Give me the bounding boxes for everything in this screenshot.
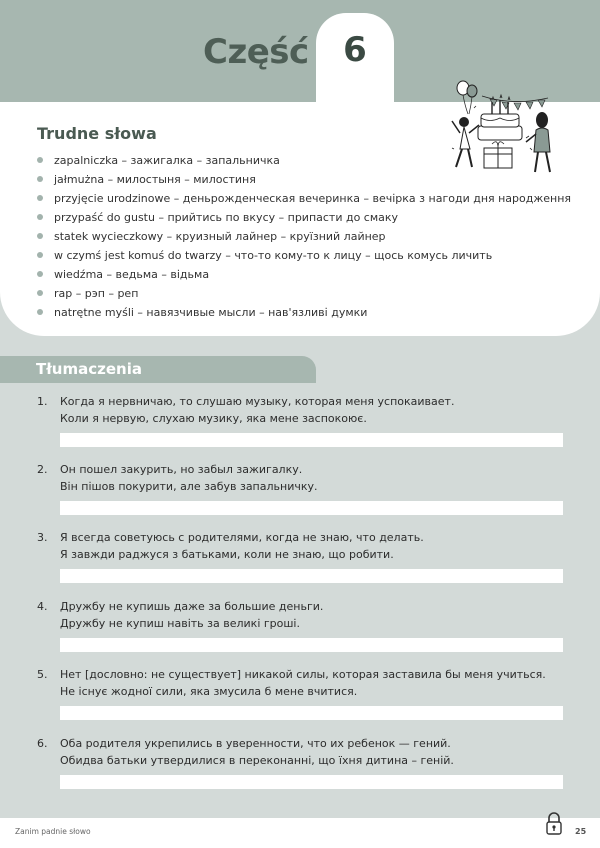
vocabulary-text: w czymś jest komuś do twarzy – что-то кому-то к лицу – щось комусь личить [54, 249, 493, 262]
exercise-ukrainian: Не існує жодної сили, яка змусила б мене вчитися. [60, 685, 358, 698]
answer-field[interactable] [60, 569, 563, 583]
exercise-ukrainian: Він пішов покурити, але забув запальничку. [60, 480, 318, 493]
vocabulary-item [37, 208, 571, 227]
exercise-russian: Нет [дословно: не существует] никакой силы, которая заставила бы меня учиться. [60, 668, 546, 681]
vocabulary-heading: Trudne słowa [37, 124, 157, 143]
answer-field[interactable] [60, 706, 563, 720]
answer-field[interactable] [60, 638, 563, 652]
vocabulary-item [37, 284, 571, 303]
bullet-icon [37, 290, 43, 296]
exercise-number: 2. [37, 463, 48, 476]
vocabulary-text: wiedźma – ведьма – відьма [54, 268, 210, 281]
vocabulary-item [37, 265, 571, 284]
vocabulary-item [37, 246, 571, 265]
page-number: 25 [575, 827, 587, 836]
vocabulary-text: statek wycieczkowy – круизный лайнер – круїзний лайнер [54, 230, 386, 243]
exercise-number: 6. [37, 737, 48, 750]
vocabulary-text: natrętne myśli – навязчивые мысли – нав'язливі думки [54, 306, 368, 319]
vocabulary-item [37, 227, 571, 246]
exercise-ukrainian: Дружбу не купиш навіть за великі гроші. [60, 617, 300, 630]
vocabulary-item [37, 151, 571, 170]
bullet-icon [37, 157, 43, 163]
exercise-russian: Оба родителя укрепились в уверенности, что их ребенок — гений. [60, 737, 451, 750]
bullet-icon [37, 214, 43, 220]
bullet-icon [37, 195, 43, 201]
chapter-number: 6 [343, 30, 367, 70]
vocabulary-text: jałmużna – милостыня – милостиня [54, 173, 256, 186]
vocabulary-text: przyjęcie urodzinowe – деньрожденческая вечеринка – вечірка з нагоди дня народження [54, 192, 572, 205]
answer-field[interactable] [60, 501, 563, 515]
answer-field[interactable] [60, 433, 563, 447]
vocabulary-item [37, 189, 571, 208]
exercise-russian: Когда я нервничаю, то слушаю музыку, которая меня успокаивает. [60, 395, 455, 408]
lock-icon [545, 812, 563, 836]
bullet-icon [37, 252, 43, 258]
translations-heading: Tłumaczenia [36, 360, 142, 378]
exercise-russian: Я всегда советуюсь с родителями, когда не знаю, что делать. [60, 531, 424, 544]
exercise-ukrainian: Коли я нервую, слухаю музику, яка мене заспокоює. [60, 412, 367, 425]
bullet-icon [37, 176, 43, 182]
vocabulary-text: przypaść do gustu – прийтись по вкусу – припасти до смаку [54, 211, 399, 224]
vocabulary-list [37, 151, 571, 322]
answer-field[interactable] [60, 775, 563, 789]
bullet-icon [37, 271, 43, 277]
exercise-number: 3. [37, 531, 48, 544]
exercise-ukrainian: Я завжди раджуся з батьками, коли не знаю, що робити. [60, 548, 394, 561]
vocabulary-text: rap – рэп – реп [54, 287, 139, 300]
vocabulary-item [37, 170, 571, 189]
exercise-russian: Он пошел закурить, но забыл зажигалку. [60, 463, 303, 476]
footer-book-title: Zanim padnie słowo [15, 827, 91, 836]
vocabulary-text: zapalniczka – зажигалка – запальничка [54, 154, 280, 167]
bullet-icon [37, 233, 43, 239]
exercise-number: 4. [37, 600, 48, 613]
exercise-russian: Дружбу не купишь даже за большие деньги. [60, 600, 324, 613]
vocabulary-item [37, 303, 571, 322]
chapter-title: Część [203, 32, 309, 72]
exercise-number: 5. [37, 668, 48, 681]
bullet-icon [37, 309, 43, 315]
exercise-number: 1. [37, 395, 48, 408]
exercise-ukrainian: Обидва батьки утвердилися в переконанні, що їхня дитина – геній. [60, 754, 454, 767]
